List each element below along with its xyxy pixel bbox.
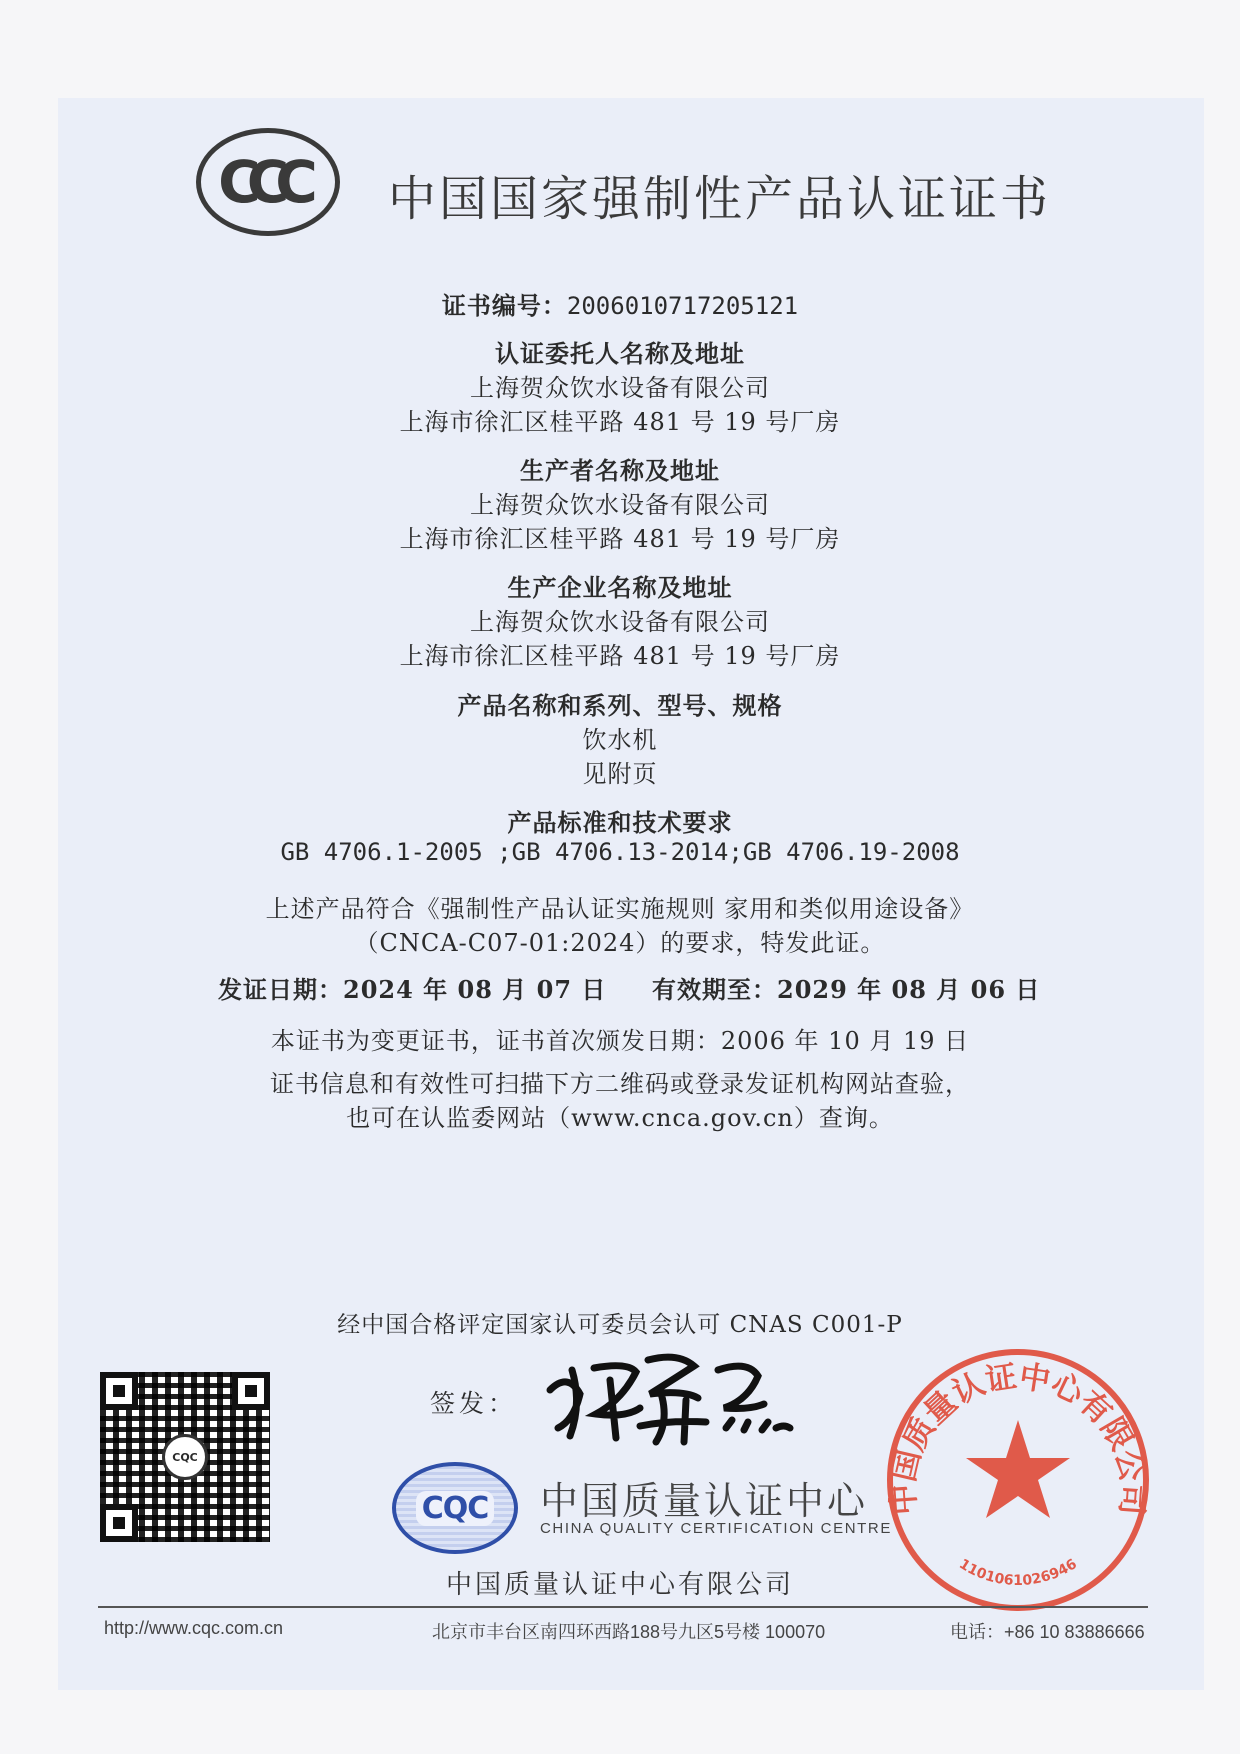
seal-serial: 1101061026946 bbox=[956, 1556, 1080, 1589]
certificate-number-row bbox=[0, 286, 1240, 321]
ccc-logo: CCC bbox=[196, 128, 340, 236]
seal-arc-text: 中国质量认证中心有限公司 bbox=[885, 1358, 1151, 1517]
qr-finder-top-left bbox=[100, 1372, 138, 1410]
accreditation-text: 经中国合格评定国家认可委员会认可 CNAS C001-P bbox=[337, 1312, 903, 1338]
footer-address: 北京市丰台区南四环西路188号九区5号楼 100070 bbox=[432, 1622, 826, 1642]
signature-label: 签发： bbox=[430, 1389, 518, 1418]
factory-name: 上海贺众饮水设备有限公司 bbox=[470, 608, 770, 636]
qr-finder-bottom-left bbox=[100, 1504, 138, 1542]
seal-star-icon bbox=[966, 1420, 1070, 1518]
certificate-number: 2006010717205121 bbox=[566, 292, 799, 320]
manufacturer-address: 上海市徐汇区桂平路 481 号 19 号厂房 bbox=[399, 525, 841, 553]
standards-heading: 产品标准和技术要求 bbox=[507, 808, 733, 837]
cqc-logo-text: CQC bbox=[416, 1491, 495, 1526]
issuer-name-cn: 中国质量认证中心 bbox=[540, 1479, 869, 1523]
verify-line-1: 证书信息和有效性可扫描下方二维码或登录发证机构网站查验， bbox=[270, 1070, 970, 1098]
conformity-line-1: 上述产品符合《强制性产品认证实施规则 家用和类似用途设备》 bbox=[265, 895, 975, 923]
factory-heading: 生产企业名称及地址 bbox=[507, 573, 733, 602]
issue-date: 发证日期：2024 年 08 月 07 日 bbox=[218, 975, 607, 1004]
qr-finder-top-right bbox=[232, 1372, 270, 1410]
cqc-logo bbox=[392, 1462, 518, 1554]
issuer-name-en: CHINA QUALITY CERTIFICATION CENTRE bbox=[540, 1520, 892, 1537]
qr-center-logo: CQC bbox=[162, 1434, 208, 1480]
conformity-line-2: （CNCA-C07-01:2024）的要求，特发此证。 bbox=[354, 929, 886, 957]
issuer-company: 中国质量认证中心有限公司 bbox=[445, 1570, 794, 1600]
certificate-title: 中国国家强制性产品认证证书 bbox=[388, 171, 1052, 227]
manufacturer-name: 上海贺众饮水设备有限公司 bbox=[470, 491, 770, 519]
applicant-address: 上海市徐汇区桂平路 481 号 19 号厂房 bbox=[399, 408, 841, 436]
applicant-heading: 认证委托人名称及地址 bbox=[495, 339, 745, 368]
applicant-name: 上海贺众饮水设备有限公司 bbox=[470, 374, 770, 402]
product-model: 见附页 bbox=[582, 760, 658, 788]
signature-image bbox=[536, 1340, 796, 1450]
standards-list: GB 4706.1-2005 ;GB 4706.13-2014;GB 4706.19-2008 bbox=[280, 838, 960, 866]
verification-qr-code[interactable] bbox=[100, 1372, 270, 1542]
manufacturer-heading: 生产者名称及地址 bbox=[520, 456, 720, 485]
verify-line-2: 也可在认监委网站（www.cnca.gov.cn）查询。 bbox=[346, 1104, 894, 1132]
product-name: 饮水机 bbox=[582, 726, 658, 754]
footer-website[interactable]: http://www.cqc.com.cn bbox=[104, 1618, 284, 1638]
footer-phone: 电话：+86 10 83886666 bbox=[950, 1622, 1145, 1642]
footer-divider bbox=[98, 1606, 1148, 1608]
factory-address: 上海市徐汇区桂平路 481 号 19 号厂房 bbox=[399, 642, 841, 670]
change-note: 本证书为变更证书，证书首次颁发日期：2006 年 10 月 19 日 bbox=[270, 1027, 970, 1055]
product-heading: 产品名称和系列、型号、规格 bbox=[457, 691, 783, 720]
certificate-number-label: 证书编号： bbox=[441, 291, 567, 320]
valid-until: 有效期至：2029 年 08 月 06 日 bbox=[652, 975, 1041, 1004]
